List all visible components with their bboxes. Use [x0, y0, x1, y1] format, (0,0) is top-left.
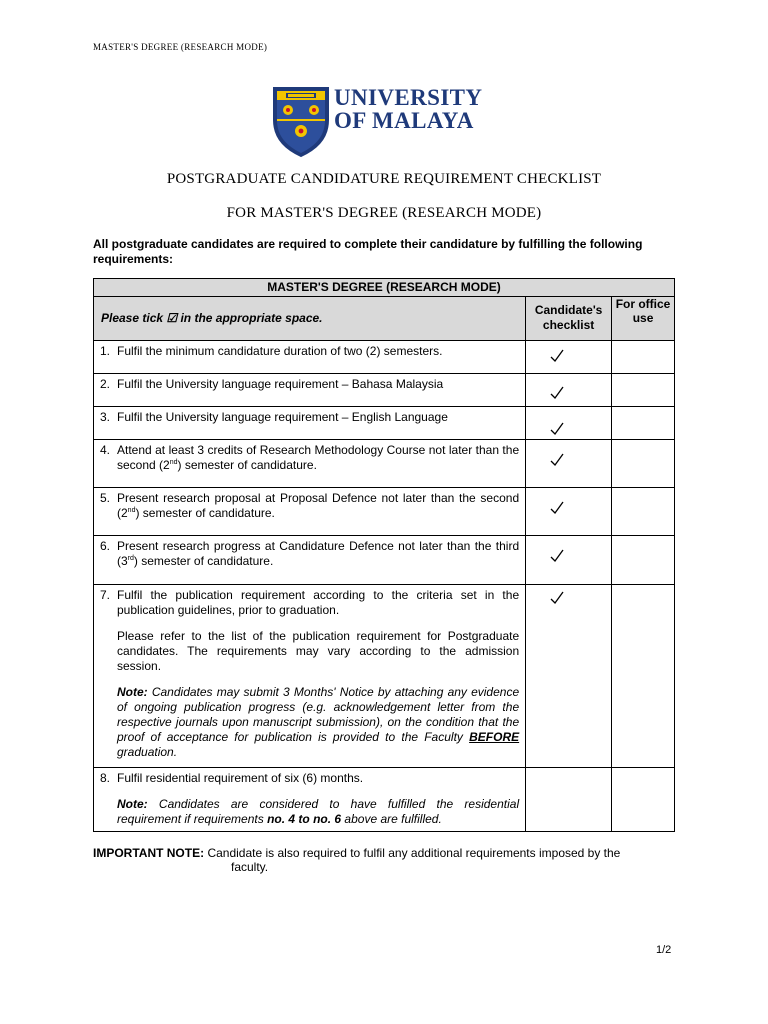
row-number: 6.: [100, 539, 111, 553]
important-note-label: IMPORTANT NOTE:: [93, 846, 205, 860]
requirement-note: Note: Candidates are considered to have fulfilled the residential requirement if requirements no. 4 to no. 6 above are fulfilled.: [117, 797, 520, 826]
checkmark-icon: [550, 349, 564, 363]
candidate-check-cell[interactable]: [526, 374, 612, 407]
candidate-check-cell[interactable]: [526, 440, 612, 488]
office-use-cell: [612, 407, 675, 440]
table-row: [94, 536, 675, 585]
office-use-cell: [612, 341, 675, 374]
table-row: [94, 341, 675, 374]
column-header-candidate: Candidate's checklist: [526, 297, 612, 341]
requirement-text: Fulfil the publication requirement according to the criteria set in the publication guidelines, prior to graduation.: [117, 588, 520, 617]
table-row: [94, 585, 675, 768]
logo-line-university: UNIVERSITY: [334, 85, 483, 110]
office-use-cell: [612, 488, 675, 536]
table-title: MASTER'S DEGREE (RESEARCH MODE): [94, 279, 675, 297]
table-row: [94, 488, 675, 536]
table-row: [94, 374, 675, 407]
candidate-check-cell[interactable]: [526, 768, 612, 832]
office-use-cell: [612, 440, 675, 488]
candidate-check-cell[interactable]: [526, 585, 612, 768]
requirement-text: Fulfil the University language requirement – English Language: [117, 410, 448, 424]
row-number: 5.: [100, 491, 111, 505]
candidate-check-cell[interactable]: [526, 488, 612, 536]
requirements-table: [93, 278, 675, 832]
row-number: 3.: [100, 410, 111, 424]
column-header-office: For office use: [612, 297, 675, 341]
checkmark-icon: [550, 549, 564, 563]
candidate-check-cell[interactable]: [526, 341, 612, 374]
office-use-cell: [612, 768, 675, 832]
checkmark-icon: [550, 422, 564, 436]
university-logo: [272, 84, 502, 160]
intro-paragraph: All postgraduate candidates are required to complete their candidature by fulfilling the following requirements:: [93, 237, 643, 266]
requirement-text: Fulfil the minimum candidature duration of two (2) semesters.: [117, 344, 443, 358]
document-title: POSTGRADUATE CANDIDATURE REQUIREMENT CHECKLIST: [166, 171, 602, 187]
office-use-cell: [612, 585, 675, 768]
page-number: 1/2: [656, 944, 672, 956]
requirement-text: Present research proposal at Proposal Defence not later than the second (2nd) semester of candidature.: [117, 491, 520, 520]
candidate-check-cell[interactable]: [526, 407, 612, 440]
checkmark-icon: [550, 453, 564, 467]
document-subtitle: FOR MASTER'S DEGREE (RESEARCH MODE): [226, 205, 542, 221]
requirement-note: Note: Candidates may submit 3 Months' Notice by attaching any evidence of ongoing publication progress (e.g. acknowledgement letter from the respective journals upon manuscript submission), on the condition that the proof of acceptance for publication is provided to the Faculty BEFORE graduation.: [117, 685, 520, 759]
requirement-text: Present research progress at Candidature Defence not later than the third (3rd) semester of candidature.: [117, 539, 520, 568]
office-use-cell: [612, 374, 675, 407]
office-use-cell: [612, 536, 675, 585]
running-header: MASTER'S DEGREE (RESEARCH MODE): [93, 42, 268, 52]
important-note-text-cont: faculty.: [231, 860, 269, 874]
important-note: [93, 846, 675, 874]
row-number: 8.: [100, 771, 111, 785]
candidate-check-cell[interactable]: [526, 536, 612, 585]
table-row: [94, 768, 675, 832]
requirement-detail: Please refer to the list of the publication requirement for Postgraduate candidates. The requirements may vary according to the admission session.: [117, 629, 520, 673]
row-number: 2.: [100, 377, 111, 391]
requirement-text: Attend at least 3 credits of Research Methodology Course not later than the second (2nd) semester of candidature.: [117, 443, 520, 472]
checkmark-icon: [550, 501, 564, 515]
university-crest-icon: [272, 84, 330, 158]
table-instruction: Please tick ☑ in the appropriate space.: [94, 297, 526, 341]
row-number: 4.: [100, 443, 111, 457]
logo-line-of-malaya: OF MALAYA: [334, 108, 474, 133]
row-number: 7.: [100, 588, 111, 602]
requirement-text: Fulfil the University language requirement – Bahasa Malaysia: [117, 377, 444, 391]
table-row: [94, 407, 675, 440]
checkmark-icon: [550, 591, 564, 605]
table-row: [94, 440, 675, 488]
important-note-text: Candidate is also required to fulfil any additional requirements imposed by the: [207, 846, 621, 860]
checkmark-icon: [550, 386, 564, 400]
row-number: 1.: [100, 344, 111, 358]
requirement-text: Fulfil residential requirement of six (6) months.: [117, 771, 364, 785]
